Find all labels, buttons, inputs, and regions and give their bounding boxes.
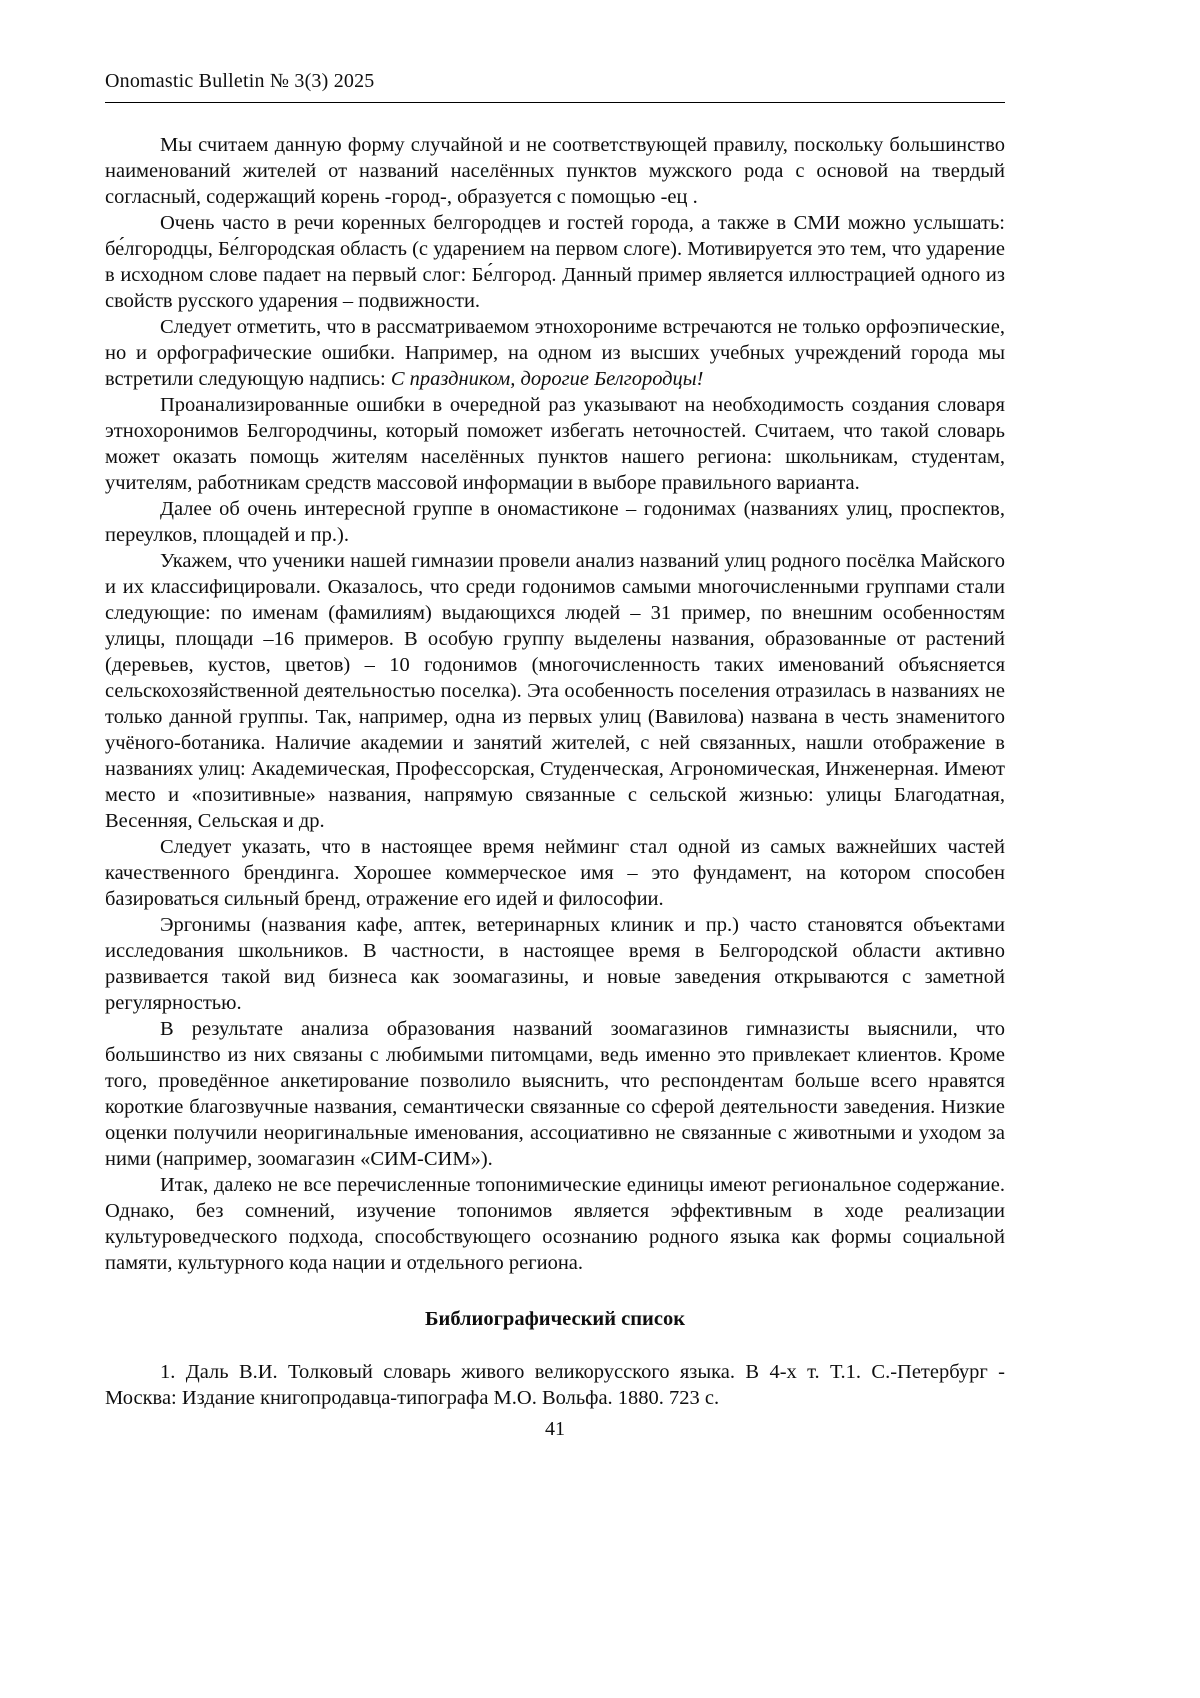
text-run: Очень часто в речи коренных белгородцев и гостей города, а также в СМИ можно услышать: бе́лгородцы, Бе́лгородская область (с ударением на первом слоге). Мотивируется это тем, что ударение в исходном слове падает на первый слог: Бе́лгород. Данный пример является иллюстрацией одного из свойств русского ударения – подвижности. bbox=[105, 212, 1005, 312]
text-run: Далее об очень интересной группе в ономастиконе – годонимах (названиях улиц, проспектов, переулков, площадей и пр.). bbox=[105, 498, 1005, 546]
text-run: Проанализированные ошибки в очередной раз указывают на необходимость создания словаря этнохоронимов Белгородчины, который поможет избегать неточностей. Считаем, что такой словарь может оказать помощь жителям населённых пунктов нашего региона: школьникам, студентам, учителям, работникам средств массовой информации в выборе правильного варианта. bbox=[105, 394, 1005, 494]
paragraph bbox=[105, 1016, 1005, 1172]
bibliography-list bbox=[105, 1359, 1005, 1411]
article-body bbox=[105, 132, 1005, 1276]
text-run: Следует указать, что в настоящее время нейминг стал одной из самых важнейших частей качественного брендинга. Хорошее коммерческое имя – это фундамент, на котором способен базироваться сильный бренд, отражение его идей и философии. bbox=[105, 836, 1005, 910]
paragraph bbox=[105, 912, 1005, 1016]
text-run: Следует отметить, что в рассматриваемом этнохорониме встречаются не только орфоэпические, но и орфографические ошибки. Например, на одном из высших учебных учреждений города мы встретили следующую надпись: bbox=[105, 316, 1005, 390]
text-run: Укажем, что ученики нашей гимназии провели анализ названий улиц родного посёлка Майского и их классифицировали. Оказалось, что среди годонимов самыми многочисленными группами стали следующие: по именам (фамилиям) выдающихся людей – 31 пример, по внешним особенностям улицы, площади –16 примеров. В особую группу выделены названия, образованные от растений (деревьев, кустов, цветов) – 10 годонимов (многочисленность таких именований объясняется сельскохозяйственной деятельностью поселка). Эта особенность поселения отразилась в названиях не только данной группы. Так, например, одна из первых улиц (Вавилова) названа в честь знаменитого учёного-ботаника. Наличие академии и занятий жителей, с ней связанных, нашли отображение в названиях улиц: Академическая, Профессорская, Студенческая, Агрономическая, Инженерная. Имеют место и «позитивные» названия, напрямую связанные с сельской жизнью: улицы Благодатная, Весенняя, Сельская и др. bbox=[105, 550, 1005, 832]
bibliography-title: Библиографический список bbox=[424, 1308, 686, 1330]
paragraph bbox=[105, 1172, 1005, 1276]
text-run: Эргонимы (названия кафе, аптек, ветеринарных клиник и пр.) часто становятся объектами исследования школьников. В частности, в настоящее время в Белгородской области активно развивается такой вид бизнеса как зоомагазины, и новые заведения открываются с заметной регулярностью. bbox=[105, 914, 1005, 1014]
paragraph bbox=[105, 392, 1005, 496]
text-run: В результате анализа образования названий зоомагазинов гимназисты выяснили, что большинство из них связаны с любимыми питомцами, ведь именно это привлекает клиентов. Кроме того, проведённое анкетирование позволило выяснить, что респондентам больше всего нравятся короткие благозвучные названия, семантически связанные со сферой деятельности заведения. Низкие оценки получили неоригинальные именования, ассоциативно не связанные с животными и уходом за ними (например, зоомагазин «СИМ-СИМ»). bbox=[105, 1018, 1005, 1170]
page-number: 41 bbox=[545, 1418, 565, 1440]
paragraph bbox=[105, 314, 1005, 392]
paragraph bbox=[105, 548, 1005, 834]
paragraph bbox=[105, 496, 1005, 548]
paragraph bbox=[105, 132, 1005, 210]
text-run: Мы считаем данную форму случайной и не соответствующей правилу, поскольку большинство наименований жителей от названий населённых пунктов мужского рода с основой на твердый согласный, содержащий корень -город-, образуется с помощью -ец . bbox=[105, 134, 1005, 208]
page-header bbox=[105, 70, 1005, 103]
reference-item: 1. Даль В.И. Толковый словарь живого великорусского языка. В 4-х т. Т.1. С.-Петербург - Москва: Издание книгопродавца-типографа М.О. Вольфа. 1880. 723 с. bbox=[105, 1361, 1005, 1409]
paragraph bbox=[105, 210, 1005, 314]
journal-title: Onomastic Bulletin № 3(3) 2025 bbox=[105, 70, 1005, 103]
text-run: Итак, далеко не все перечисленные топонимические единицы имеют региональное содержание. Однако, без сомнений, изучение топонимов является эффективным в ходе реализации культуроведческого подхода, способствующего осознанию родного языка как формы социальной памяти, культурного кода нации и отдельного региона. bbox=[105, 1174, 1005, 1274]
italic-run: С праздником, дорогие Белгородцы! bbox=[390, 368, 704, 390]
paragraph bbox=[105, 834, 1005, 912]
